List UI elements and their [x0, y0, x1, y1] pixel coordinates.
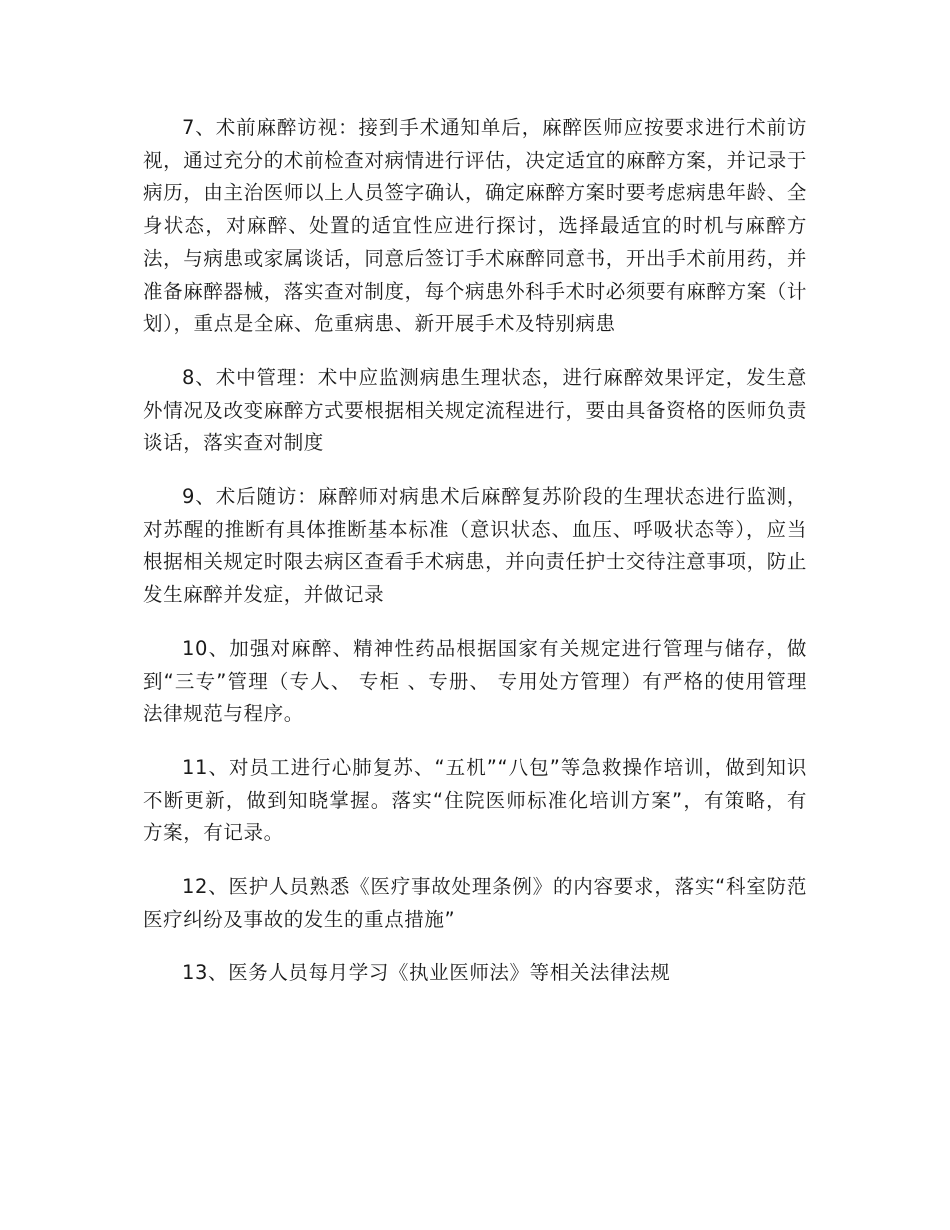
- paragraph-11: 11、对员工进行心肺复苏、“五机”“八包”等急救操作培训，做到知识不断更新，做到知晓掌握。落实“住院医师标准化培训方案”，有策略，有方案，有记录。: [143, 755, 807, 845]
- paragraph-7: 7、术前麻醉访视：接到手术通知单后，麻醉医师应按要求进行术前访视，通过充分的术前检查对病情进行评估，决定适宜的麻醉方案，并记录于病历，由主治医师以上人员签字确认，确定麻醉方案时要考虑病患年龄、全身状态，对麻醉、处置的适宜性应进行探讨，选择最适宜的时机与麻醉方法，与病患或家属谈话，同意后签订手术麻醉同意书，开出手术前用药，并准备麻醉器械，落实查对制度，每个病患外科手术时必须要有麻醉方案（计划），重点是全麻、危重病患、新开展手术及特别病患: [143, 116, 807, 336]
- paragraph-10: 10、加强对麻醉、精神性药品根据国家有关规定进行管理与储存，做到“三专”管理（专人、 专柜 、专册、 专用处方管理）有严格的使用管理法律规范与程序。: [143, 636, 807, 726]
- paragraph-9: 9、术后随访：麻醉师对病患术后麻醉复苏阶段的生理状态进行监测，对苏醒的推断有具体推断基本标准（意识状态、血压、呼吸状态等），应当根据相关规定时限去病区查看手术病患，并向责任护士交待注意事项，防止发生麻醉并发症，并做记录: [143, 485, 807, 607]
- paragraph-8: 8、术中管理：术中应监测病患生理状态，进行麻醉效果评定，发生意外情况及改变麻醉方式要根据相关规定流程进行，要由具备资格的医师负责谈话，落实查对制度: [143, 365, 807, 455]
- paragraph-13: 13、医务人员每月学习《执业医师法》等相关法律法规: [182, 961, 671, 985]
- paragraph-12: 12、医护人员熟悉《医疗事故处理条例》的内容要求，落实“科室防范医疗纠纷及事故的发生的重点措施”: [143, 875, 807, 931]
- document-body: [143, 112, 807, 1011]
